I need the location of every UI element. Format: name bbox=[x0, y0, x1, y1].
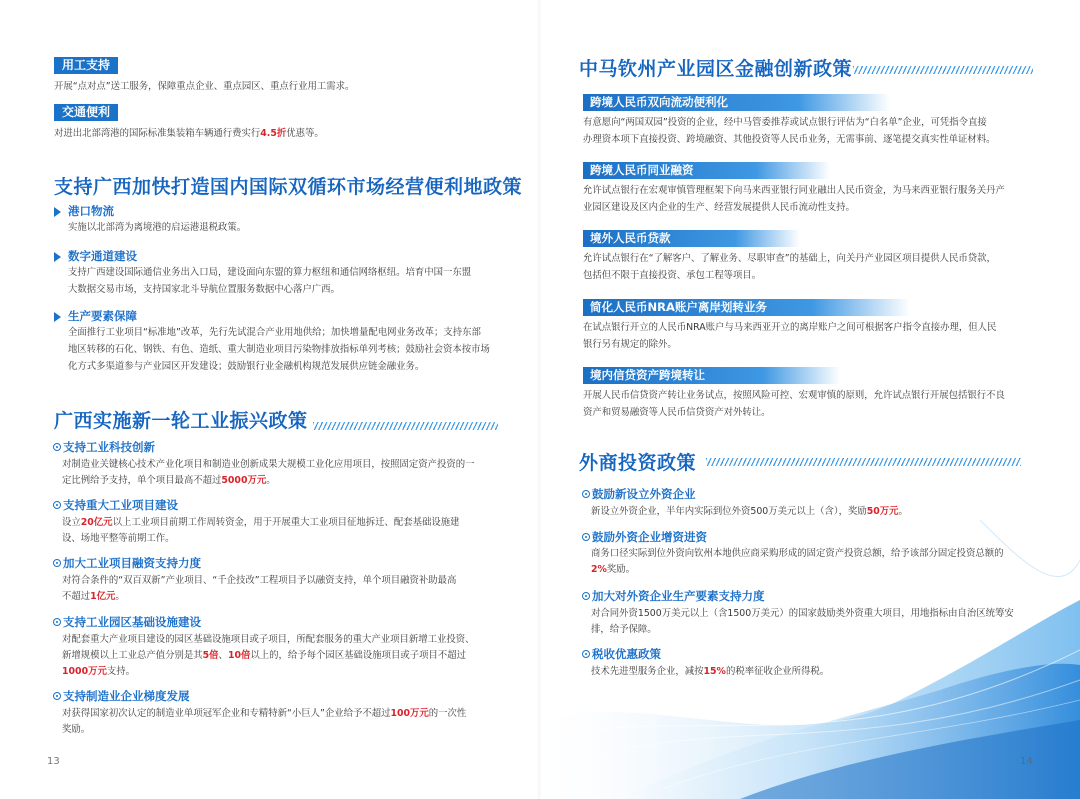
production-factors-title: 生产要素保障 bbox=[68, 309, 137, 323]
finance-innovation-heading: 中马钦州产业园区金融创新政策 bbox=[579, 58, 853, 80]
capital-increase-title: 鼓励外资企业增资进资 bbox=[592, 530, 707, 544]
foreign-investment-heading: 外商投资政策 bbox=[579, 452, 697, 474]
finance-text-2a: 允许试点银行在宏观审慎管理框架下向马来西亚银行同业融出人民币资金，为马来西亚银行服务关丹产 bbox=[583, 185, 1005, 196]
production-factors-text-1: 全面推行工业项目“标准地”改革，先行先试混合产业用地供给；加快增量配电网业务改革；支持东部 bbox=[68, 327, 481, 338]
tech-innovation-text-2: 定比例给予支持，单个项目最高不超过5000万元。 bbox=[62, 475, 276, 486]
finance-text-4b: 银行另有规定的除外。 bbox=[583, 339, 677, 350]
triangle-bullet-icon bbox=[54, 252, 61, 262]
production-factors-text-2: 地区转移的石化、钢铁、有色、造纸、重大制造业项目污染物排放指标单列考核；鼓励社会资本按市场 bbox=[68, 344, 490, 355]
circle-bullet-icon bbox=[53, 618, 61, 626]
finance-text-1a: 有意愿向“两国双园”投资的企业，经中马管委推荐或试点银行评估为“白名单”企业，可凭指令直接 bbox=[583, 117, 987, 128]
digital-channel-text-1: 支持广西建设国际通信业务出入口局，建设面向东盟的算力枢纽和通信网络枢纽。培育中国一东盟 bbox=[68, 267, 472, 278]
new-foreign-enterprise-title: 鼓励新设立外资企业 bbox=[592, 487, 696, 501]
park-infrastructure-text-1: 对配套重大产业项目建设的园区基础设施项目或子项目，所配套服务的重大产业项目新增工业投资、 bbox=[62, 634, 475, 645]
circle-bullet-icon bbox=[582, 592, 590, 600]
new-foreign-enterprise-text: 新设立外资企业，半年内实际到位外资500万美元以上（含），奖励50万元。 bbox=[591, 506, 908, 517]
page-number-left: 13 bbox=[47, 756, 60, 767]
finance-text-3b: 包括但不限于直接投资、承包工程等项目。 bbox=[583, 270, 762, 281]
tech-innovation-title: 支持工业科技创新 bbox=[63, 440, 155, 454]
capital-increase-text-2: 2%奖励。 bbox=[591, 564, 636, 575]
manufacturing-tier-title: 支持制造业企业梯度发展 bbox=[63, 689, 190, 703]
major-projects-title: 支持重大工业项目建设 bbox=[63, 498, 178, 512]
finance-text-2b: 业园区建设及区内企业的生产、经营发展提供人民币流动性支持。 bbox=[583, 202, 855, 213]
park-infrastructure-title: 支持工业园区基础设施建设 bbox=[63, 615, 201, 629]
production-support-title: 加大对外资企业生产要素支持力度 bbox=[592, 589, 765, 603]
finance-text-5b: 资产和贸易融资等人民币信贷资产对外转让。 bbox=[583, 407, 771, 418]
finance-tag-2: 跨境人民币同业融资 bbox=[583, 162, 830, 179]
production-factors-text-3: 化方式多渠道参与产业园区开发建设；鼓励银行业金融机构规范发展供应链金融业务。 bbox=[68, 361, 425, 372]
finance-tag-1: 跨境人民币双向流动便利化 bbox=[583, 94, 890, 111]
capital-increase-text-1: 商务口径实际到位外资向钦州本地供应商采购形成的固定资产投资总额，给予该部分固定投资总额的 bbox=[591, 548, 1004, 559]
circle-bullet-icon bbox=[53, 559, 61, 567]
transport-text: 对进出北部湾港的国际标准集装箱车辆通行费实行4.5折优惠等。 bbox=[54, 128, 324, 139]
dual-circulation-heading: 支持广西加快打造国内国际双循环市场经营便利地政策 bbox=[54, 176, 523, 198]
finance-text-1b: 办理资本项下直接投资、跨境融资、其他投资等人民币业务，无需事前、逐笔提交真实性单证材料。 bbox=[583, 134, 996, 145]
page-number-right: 14 bbox=[1020, 756, 1033, 767]
labor-support-tag: 用工支持 bbox=[54, 57, 118, 74]
production-support-text-1: 对合同外资1500万美元以上（含1500万美元）的国家鼓励类外资重大项目，用地指标由自治区统筹安 bbox=[591, 608, 1014, 619]
tech-innovation-text-1: 对制造业关键核心技术产业化项目和制造业创新成果大规模工业化应用项目，按照固定资产投资的一 bbox=[62, 459, 475, 470]
transport-tag: 交通便利 bbox=[54, 104, 118, 121]
circle-bullet-icon bbox=[582, 650, 590, 658]
industry-revival-heading: 广西实施新一轮工业振兴政策 bbox=[54, 410, 308, 432]
digital-channel-text-2: 大数据交易市场，支持国家北斗导航位置服务数据中心落户广西。 bbox=[68, 284, 340, 295]
tax-preference-title: 税收优惠政策 bbox=[592, 647, 661, 661]
production-support-text-2: 排，给予保障。 bbox=[591, 624, 657, 635]
financing-support-text-2: 不超过1亿元。 bbox=[62, 591, 125, 602]
finance-text-3a: 允许试点银行在“了解客户、了解业务、尽职审查”的基础上，向关丹产业园区项目提供人民币贷款， bbox=[583, 253, 996, 264]
heading-decoration bbox=[853, 66, 1033, 74]
triangle-bullet-icon bbox=[54, 312, 61, 322]
financing-support-text-1: 对符合条件的“双百双新”产业项目、“千企技改”工程项目予以融资支持，单个项目融资补助最高 bbox=[62, 575, 457, 586]
heading-decoration bbox=[706, 458, 1021, 466]
right-page bbox=[540, 0, 1080, 799]
park-infrastructure-text-3: 1000万元支持。 bbox=[62, 666, 135, 677]
port-logistics-title: 港口物流 bbox=[68, 204, 114, 218]
triangle-bullet-icon bbox=[54, 207, 61, 217]
heading-decoration bbox=[313, 422, 498, 430]
digital-channel-title: 数字通道建设 bbox=[68, 249, 137, 263]
manufacturing-tier-text-2: 奖励。 bbox=[62, 724, 91, 735]
finance-tag-3: 境外人民币贷款 bbox=[583, 230, 800, 247]
port-logistics-text: 实施以北部湾为离境港的启运港退税政策。 bbox=[68, 222, 247, 233]
circle-bullet-icon bbox=[53, 692, 61, 700]
circle-bullet-icon bbox=[582, 490, 590, 498]
financing-support-title: 加大工业项目融资支持力度 bbox=[63, 556, 201, 570]
circle-bullet-icon bbox=[582, 533, 590, 541]
finance-tag-5: 境内信贷资产跨境转让 bbox=[583, 367, 840, 384]
labor-support-text: 开展“点对点”送工服务，保障重点企业、重点园区、重点行业用工需求。 bbox=[54, 81, 355, 92]
park-infrastructure-text-2: 新增规模以上工业总产值分别是其5倍、10倍以上的，给予每个园区基础设施项目或子项目不超过 bbox=[62, 650, 466, 661]
finance-text-4a: 在试点银行开立的人民币NRA账户与马来西亚开立的离岸账户之间可根据客户指令直接办理，但人民 bbox=[583, 322, 997, 333]
major-projects-text-2: 设、场地平整等前期工作。 bbox=[62, 533, 175, 544]
major-projects-text-1: 设立20亿元以上工业项目前期工作周转资金，用于开展重大工业项目征地拆迁、配套基础设施建 bbox=[62, 517, 460, 528]
tax-preference-text: 技术先进型服务企业，减按15%的税率征收企业所得税。 bbox=[591, 666, 830, 677]
finance-text-5a: 开展人民币信贷资产转让业务试点，按照风险可控、宏观审慎的原则，允许试点银行开展包括银行不良 bbox=[583, 390, 1005, 401]
circle-bullet-icon bbox=[53, 443, 61, 451]
circle-bullet-icon bbox=[53, 501, 61, 509]
finance-tag-4: 简化人民币NRA账户离岸划转业务 bbox=[583, 299, 910, 316]
manufacturing-tier-text-1: 对获得国家初次认定的制造业单项冠军企业和专精特新“小巨人”企业给予不超过100万元的一次性 bbox=[62, 708, 467, 719]
